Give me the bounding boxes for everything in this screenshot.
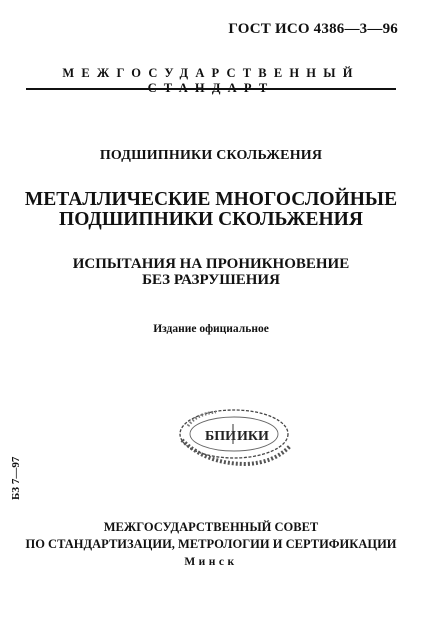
- stamp-text-left: БПИ: [205, 429, 237, 444]
- document-subtitle: [0, 256, 422, 288]
- standard-number: ГОСТ ИСО 4386—3—96: [228, 21, 398, 37]
- side-code: БЗ 7—97: [10, 456, 22, 500]
- subtitle-line-1: ИСПЫТАНИЯ НА ПРОНИКНОВЕНИЕ: [72, 256, 350, 272]
- title-line-1: МЕТАЛЛИЧЕСКИЕ МНОГОСЛОЙНЫЕ: [24, 189, 398, 210]
- document-category: ПОДШИПНИКИ СКОЛЬЖЕНИЯ: [99, 148, 323, 163]
- stamp-text-right: ИКИ: [237, 429, 269, 444]
- header-divider: [26, 88, 396, 90]
- subtitle-line-2: БЕЗ РАЗРУШЕНИЯ: [142, 272, 280, 288]
- standard-type: МЕЖГОСУДАРСТВЕННЫЙ СТАНДАРТ: [62, 66, 360, 95]
- title-line-2: ПОДШИПНИКИ СКОЛЬЖЕНИЯ: [59, 209, 363, 230]
- document-title: [0, 190, 422, 230]
- publication-city: Минск: [184, 556, 238, 568]
- publisher-line-1: МЕЖГОСУДАРСТВЕННЫЙ СОВЕТ: [103, 520, 319, 534]
- publisher-line-2: ПО СТАНДАРТИЗАЦИИ, МЕТРОЛОГИИ И СЕРТИФИКАЦИИ: [25, 537, 397, 551]
- edition-label: Издание официальное: [153, 323, 269, 335]
- publisher: [0, 519, 422, 553]
- library-stamp: [176, 406, 296, 475]
- stamp-graphic: [176, 406, 296, 470]
